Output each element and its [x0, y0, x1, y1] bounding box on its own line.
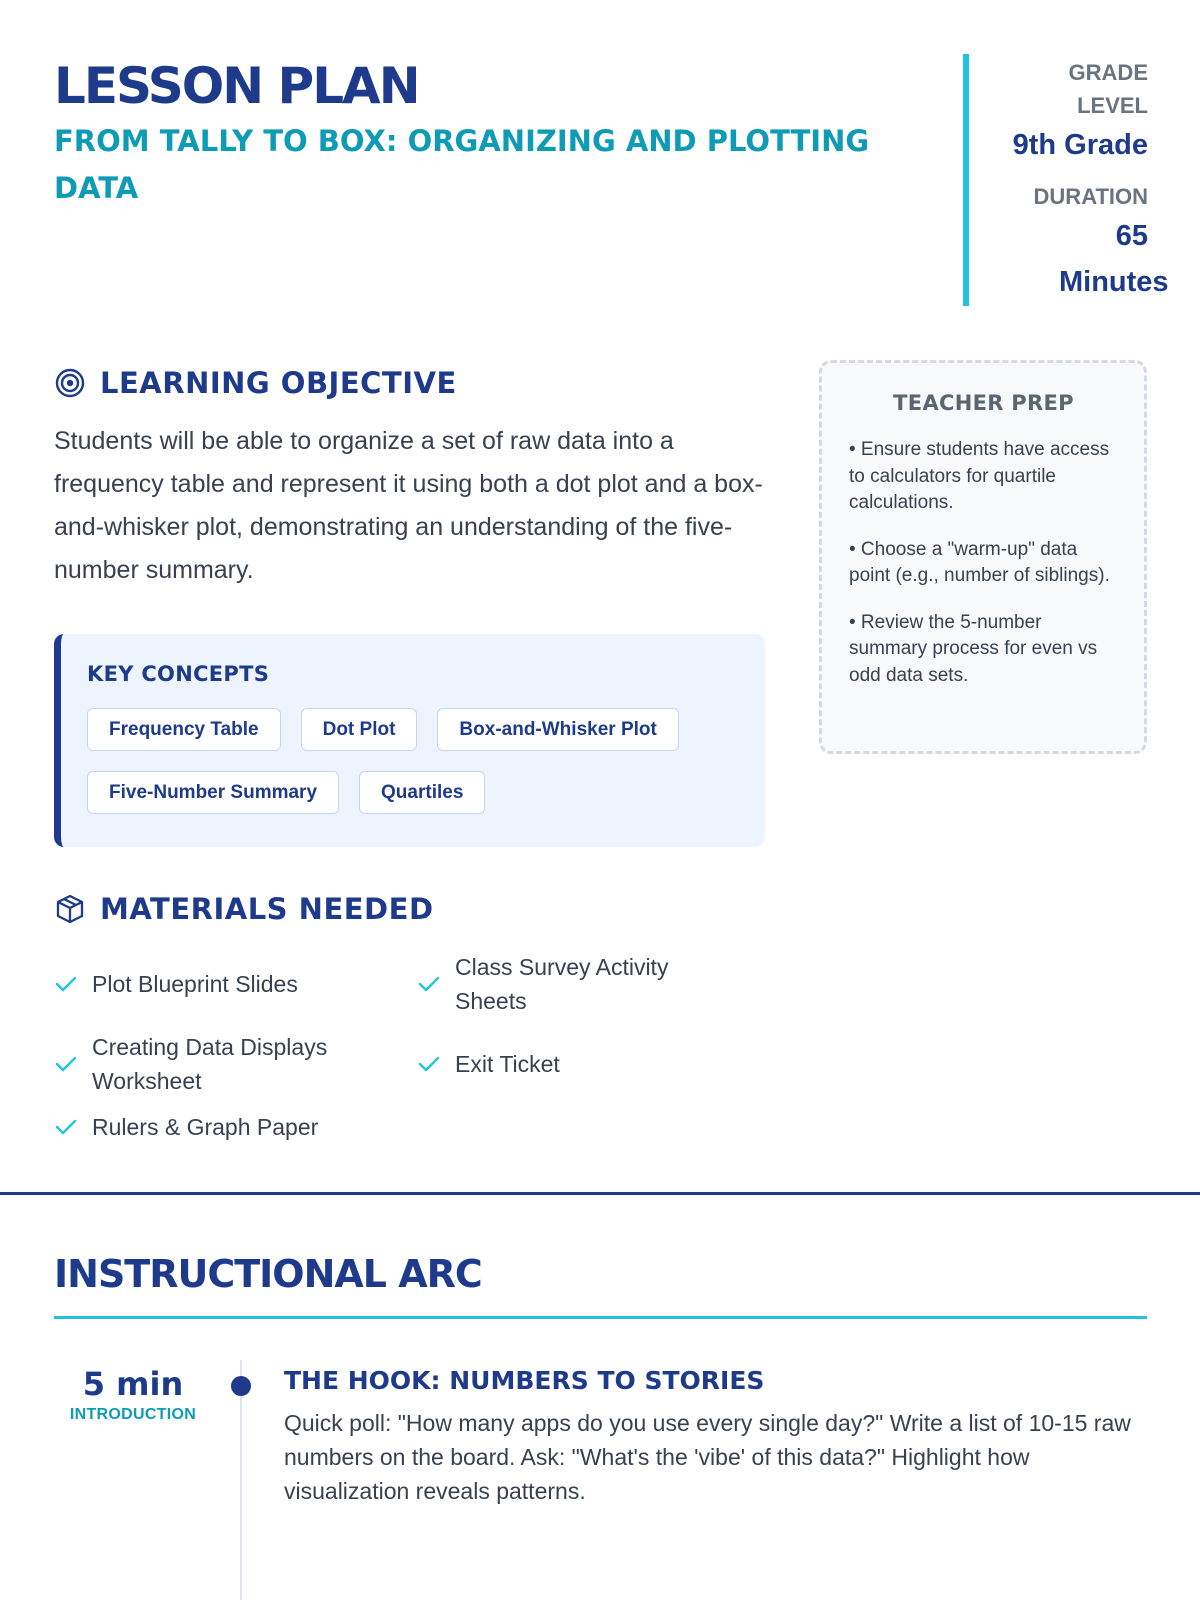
check-icon: [54, 972, 78, 996]
list-item: • Ensure students have access to calculators for quartile calculations.: [849, 439, 1110, 513]
list-item: [54, 1030, 417, 1098]
concept-chip: Dot Plot: [301, 708, 418, 751]
step-body: [284, 1364, 1144, 1508]
step-time-block: [54, 1362, 212, 1424]
instructional-arc-title: INSTRUCTIONAL ARC: [54, 1252, 482, 1296]
key-concepts-title: KEY CONCEPTS: [87, 662, 270, 686]
list-item: [54, 950, 417, 1018]
check-icon: [54, 1115, 78, 1139]
material-label: Exit Ticket: [455, 1051, 560, 1077]
section-divider: [0, 1192, 1200, 1195]
step-duration: 5 min: [82, 1365, 184, 1403]
material-label: Creating Data Displays Worksheet: [92, 1034, 328, 1094]
teacher-prep-box: [819, 360, 1147, 754]
duration-value: 65 Minutes: [1059, 220, 1169, 298]
grade-level-value: 9th Grade: [1012, 129, 1148, 161]
box-icon: [54, 893, 86, 925]
concept-chip: Box-and-Whisker Plot: [437, 708, 678, 751]
concept-chip: Five-Number Summary: [87, 771, 339, 814]
material-label: Class Survey Activity Sheets: [455, 954, 669, 1014]
list-item: • Choose a "warm-up" data point (e.g., number of siblings).: [849, 538, 1110, 586]
timeline-dot: [231, 1376, 251, 1396]
materials-heading: [54, 892, 434, 926]
concept-chip: Frequency Table: [87, 708, 281, 751]
concept-chip: Quartiles: [359, 771, 485, 814]
step-phase: INTRODUCTION: [69, 1406, 197, 1423]
list-item: • Review the 5-number summary process for even vs odd data sets.: [849, 611, 1098, 686]
teacher-prep-list: [849, 437, 1118, 689]
grade-level-label: GRADE LEVEL: [1068, 60, 1148, 118]
arc-underline: [54, 1316, 1147, 1319]
check-icon: [417, 1052, 441, 1076]
check-icon: [54, 1052, 78, 1076]
key-concepts-panel: [54, 634, 765, 847]
objective-heading-label: LEARNING OBJECTIVE: [100, 366, 457, 400]
target-icon: [54, 367, 86, 399]
page-title: LESSON PLAN: [54, 57, 419, 115]
timeline-line: [240, 1360, 242, 1600]
objective-heading: [54, 366, 457, 400]
materials-heading-label: MATERIALS NEEDED: [100, 892, 434, 926]
lesson-header: [54, 56, 954, 212]
teacher-prep-title: TEACHER PREP: [893, 391, 1074, 415]
lesson-subtitle: FROM TALLY TO BOX: ORGANIZING AND PLOTTING DATA: [54, 124, 870, 205]
materials-list: [54, 950, 784, 1144]
material-label: Rulers & Graph Paper: [92, 1114, 319, 1140]
step-title: THE HOOK: NUMBERS TO STORIES: [284, 1366, 765, 1395]
list-item: [54, 1110, 417, 1144]
concept-chips: [87, 708, 727, 834]
material-label: Plot Blueprint Slides: [92, 971, 298, 997]
list-item: [417, 950, 777, 1018]
lesson-meta: [963, 54, 1169, 306]
objective-text: Students will be able to organize a set of raw data into a frequency table and represent it using both a dot plot and a box-and-whisker plot, demonstrating an understanding of the five-number summary.: [54, 427, 763, 584]
check-icon: [417, 972, 441, 996]
step-description: Quick poll: "How many apps do you use every single day?" Write a list of 10-15 raw numbers on the board. Ask: "What's the 'vibe' of this data?" Highlight how visualization reveals patterns.: [284, 1410, 1131, 1504]
list-item: [417, 1030, 777, 1098]
duration-label: DURATION: [1033, 184, 1148, 209]
